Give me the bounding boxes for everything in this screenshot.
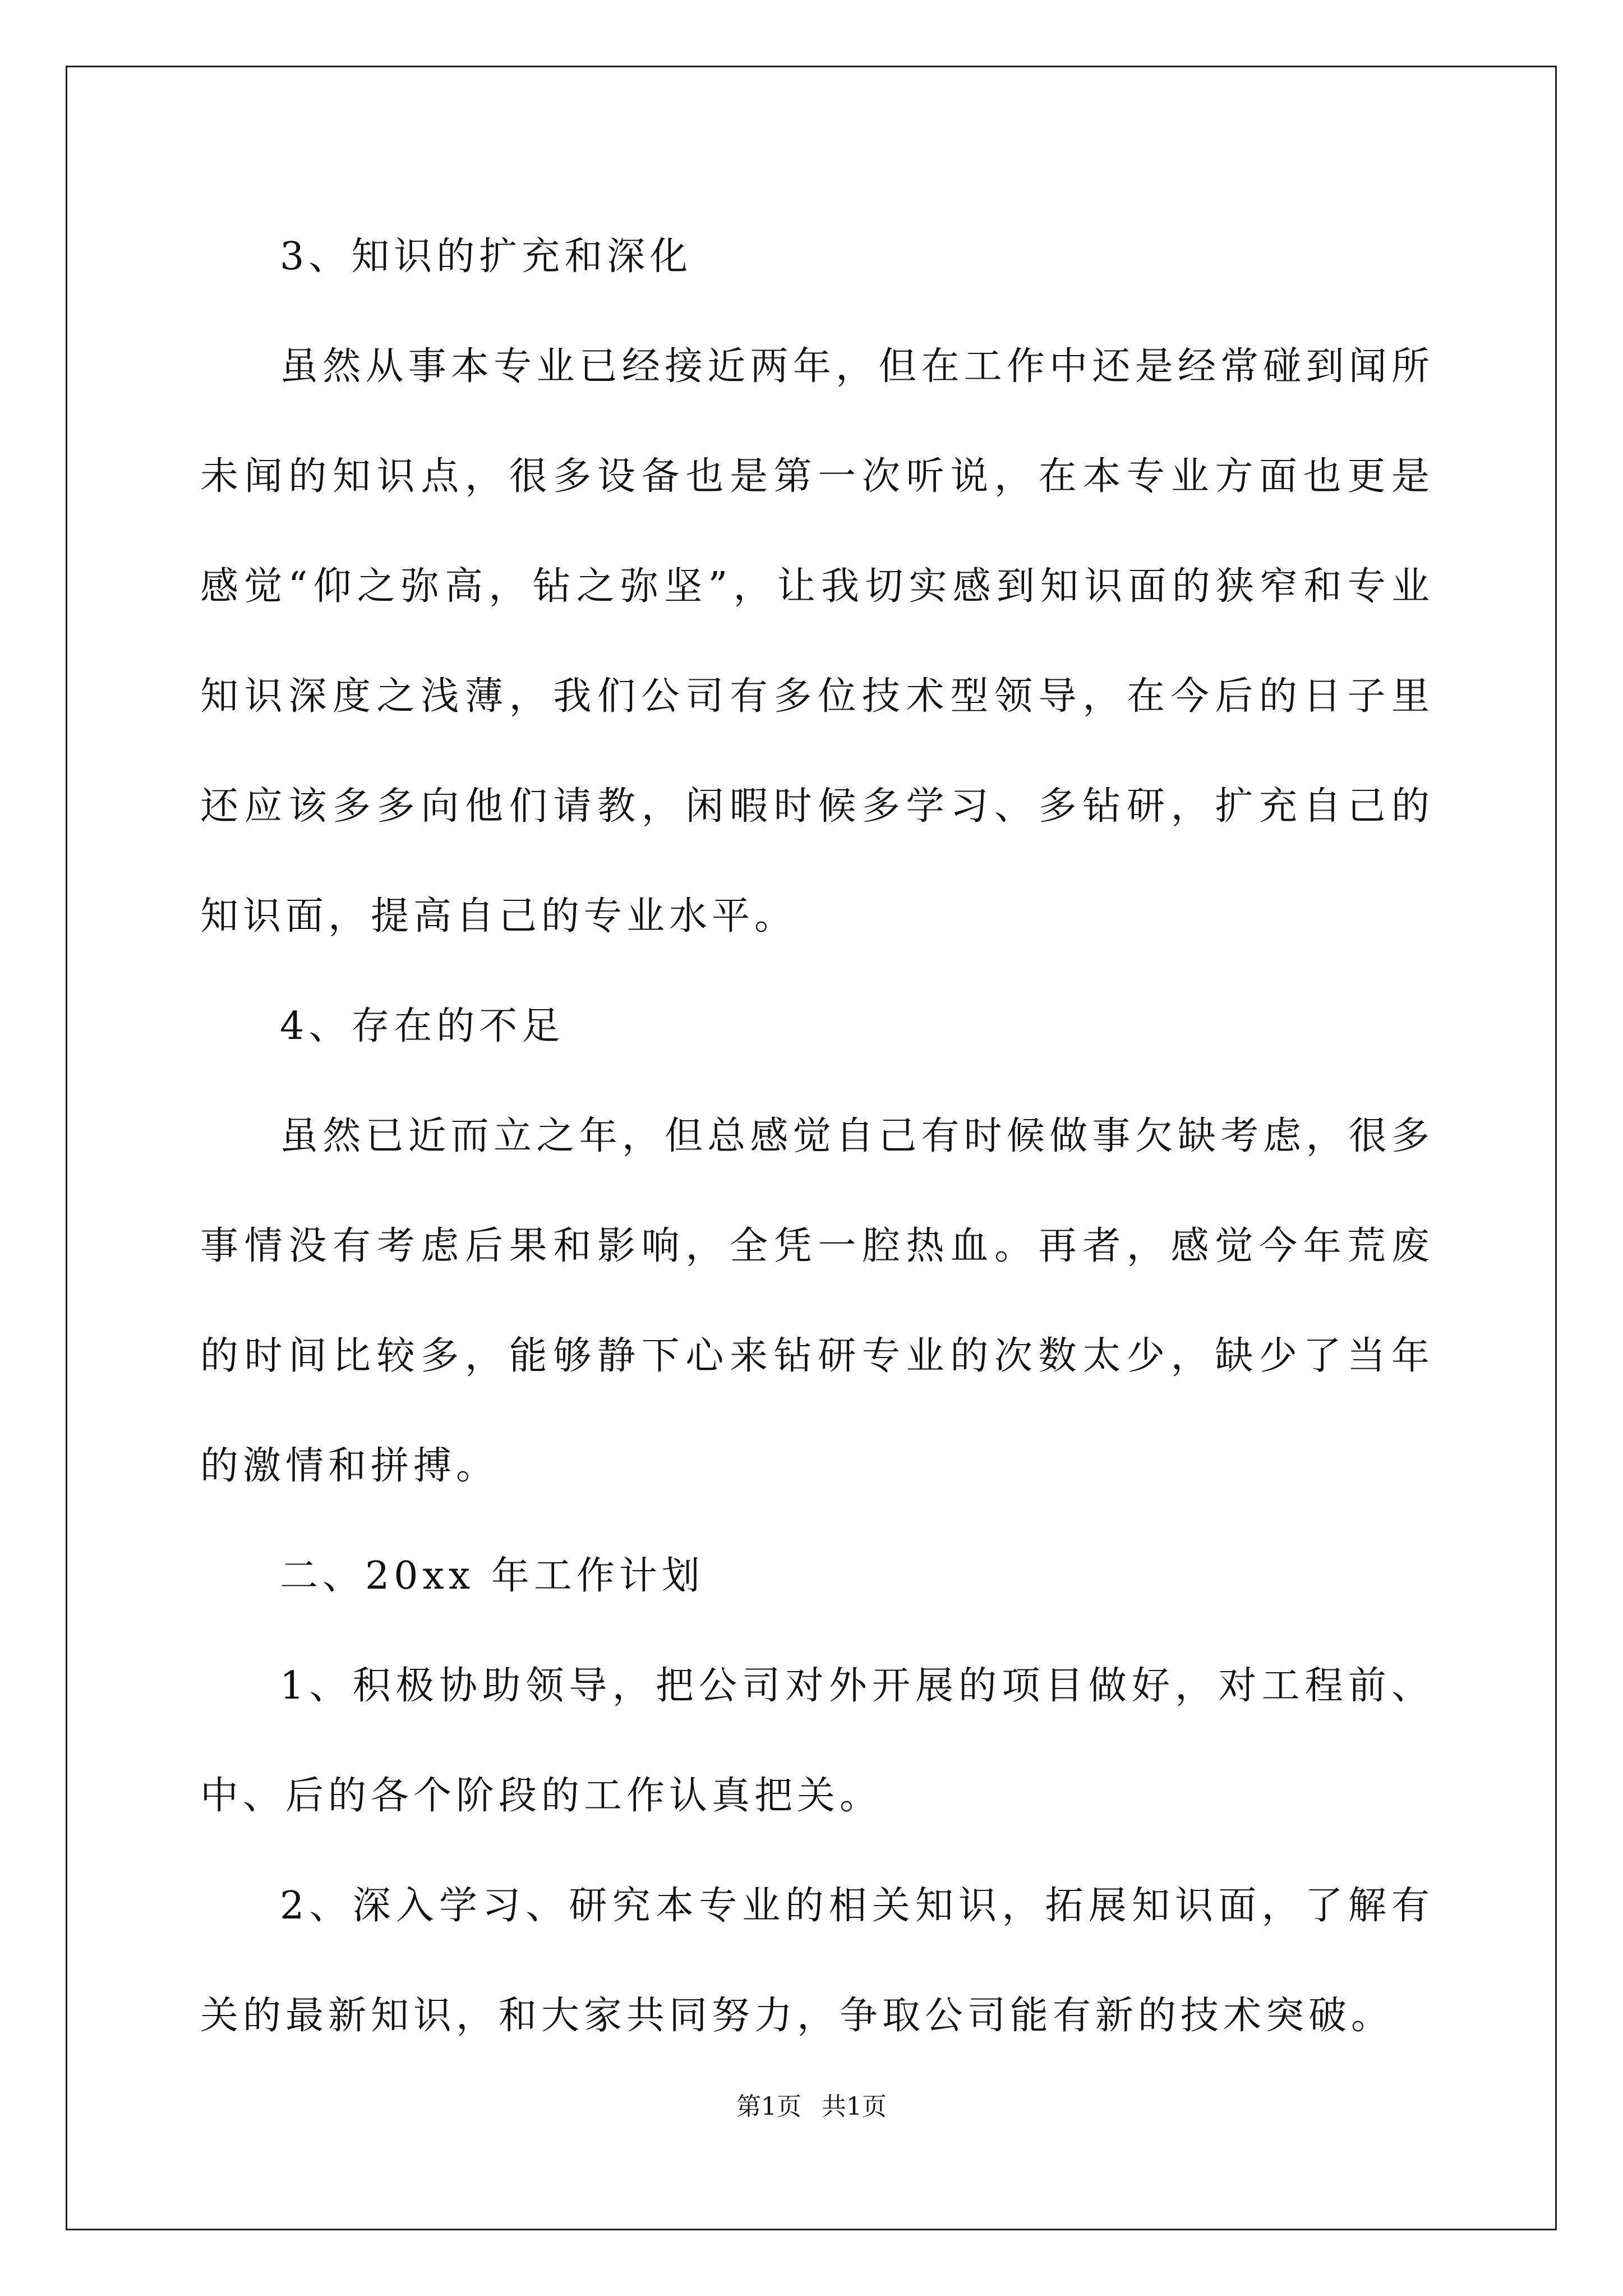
paragraph-knowledge: 虽然从事本专业已经接近两年，但在工作中还是经常碰到闻所未闻的知识点，很多设备也是第一次听说，在本专业方面也更是感觉“仰之弥高，钻之弥坚”，让我切实感到知识面的狭窄和专业知识深度之浅薄，我们公司有多位技术型领导，在今后的日子里还应该多多向他们请教，闲暇时候多学习、多钻研，扩充自己的知识面，提高自己的专业水平。 [200, 344, 1434, 938]
document-body [200, 202, 1434, 2071]
paragraph-plan-item-1: 1、积极协助领导，把公司对外开展的项目做好，对工程前、中、后的各个阶段的工作认真把关。 [200, 1664, 1434, 1818]
section-heading-shortcomings: 4、存在的不足 [280, 1004, 565, 1048]
section-heading-work-plan: 二、20xx 年工作计划 [280, 1554, 704, 1598]
page-footer [0, 2090, 1623, 2124]
page-total: 共1页 [822, 2092, 887, 2121]
section-heading-knowledge: 3、知识的扩充和深化 [280, 234, 693, 279]
page-number: 第1页 [736, 2092, 801, 2121]
paragraph-plan-item-2: 2、深入学习、研究本专业的相关知识，拓展知识面，了解有关的最新知识，和大家共同努力，争取公司能有新的技术突破。 [200, 1884, 1434, 2038]
paragraph-shortcomings: 虽然已近而立之年，但总感觉自己有时候做事欠缺考虑，很多事情没有考虑后果和影响，全凭一腔热血。再者，感觉今年荒废的时间比较多，能够静下心来钻研专业的次数太少，缺少了当年的激情和拼搏。 [200, 1114, 1434, 1488]
